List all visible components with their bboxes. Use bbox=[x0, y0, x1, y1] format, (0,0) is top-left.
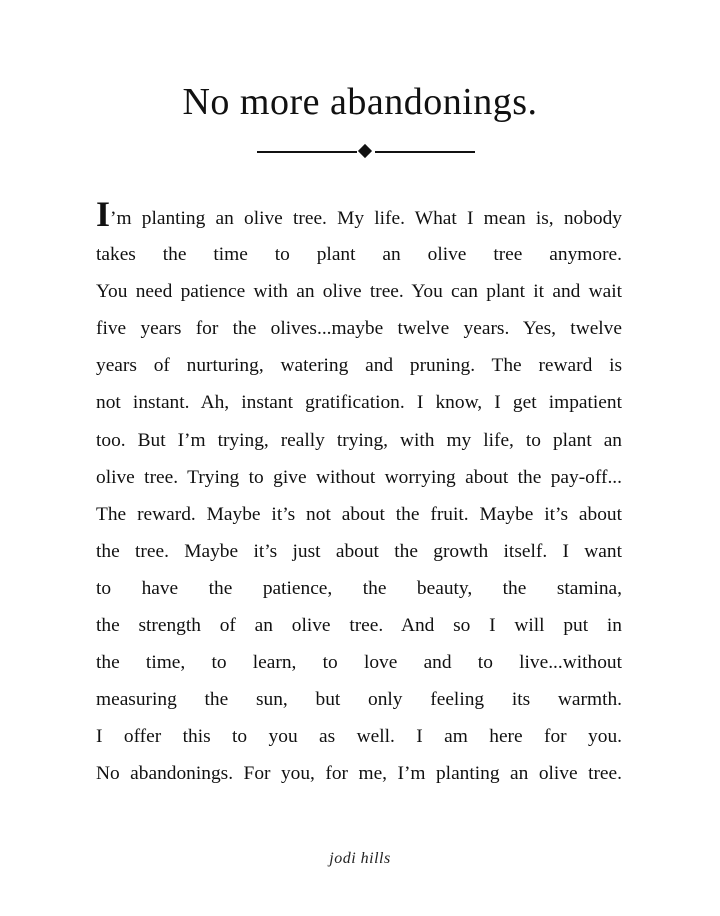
poem-body bbox=[96, 199, 622, 793]
divider-line-right bbox=[375, 151, 475, 153]
body-line: I offer this to you as well. I am here for you. bbox=[96, 726, 622, 748]
body-line-first bbox=[96, 199, 622, 236]
body-line: You need patience with an olive tree. You can plant it and wait bbox=[96, 281, 622, 303]
drop-cap: I bbox=[96, 199, 111, 234]
body-line: years of nurturing, watering and pruning. The reward is bbox=[96, 355, 622, 377]
body-line: The reward. Maybe it’s not about the fruit. Maybe it’s about bbox=[96, 503, 622, 525]
page-title: No more abandonings. bbox=[182, 81, 538, 123]
body-line: too. But I’m trying, really trying, with my life, to plant an bbox=[96, 429, 622, 451]
body-line: five years for the olives...maybe twelve years. Yes, twelve bbox=[96, 318, 622, 340]
body-line-last: No abandonings. For you, for me, I’m planting an olive tree. bbox=[96, 763, 622, 785]
body-line: the strength of an olive tree. And so I will put in bbox=[96, 615, 622, 637]
body-line: takes the time to plant an olive tree anymore. bbox=[96, 244, 622, 266]
ornamental-divider bbox=[257, 145, 475, 159]
body-line: the time, to learn, to love and to live...without bbox=[96, 652, 622, 674]
diamond-ornament-icon bbox=[358, 144, 372, 158]
body-line: not instant. Ah, instant gratification. I know, I get impatient bbox=[96, 392, 622, 414]
body-line: olive tree. Trying to give without worrying about the pay-off... bbox=[96, 466, 622, 488]
divider-line-left bbox=[257, 151, 357, 153]
first-line-text: ’m planting an olive tree. My life. What I mean is, nobody bbox=[110, 208, 622, 229]
body-line: the tree. Maybe it’s just about the growth itself. I want bbox=[96, 540, 622, 562]
body-line: measuring the sun, but only feeling its warmth. bbox=[96, 689, 622, 711]
body-line: to have the patience, the beauty, the stamina, bbox=[96, 577, 622, 599]
author-signature: jodi hills bbox=[329, 850, 391, 867]
